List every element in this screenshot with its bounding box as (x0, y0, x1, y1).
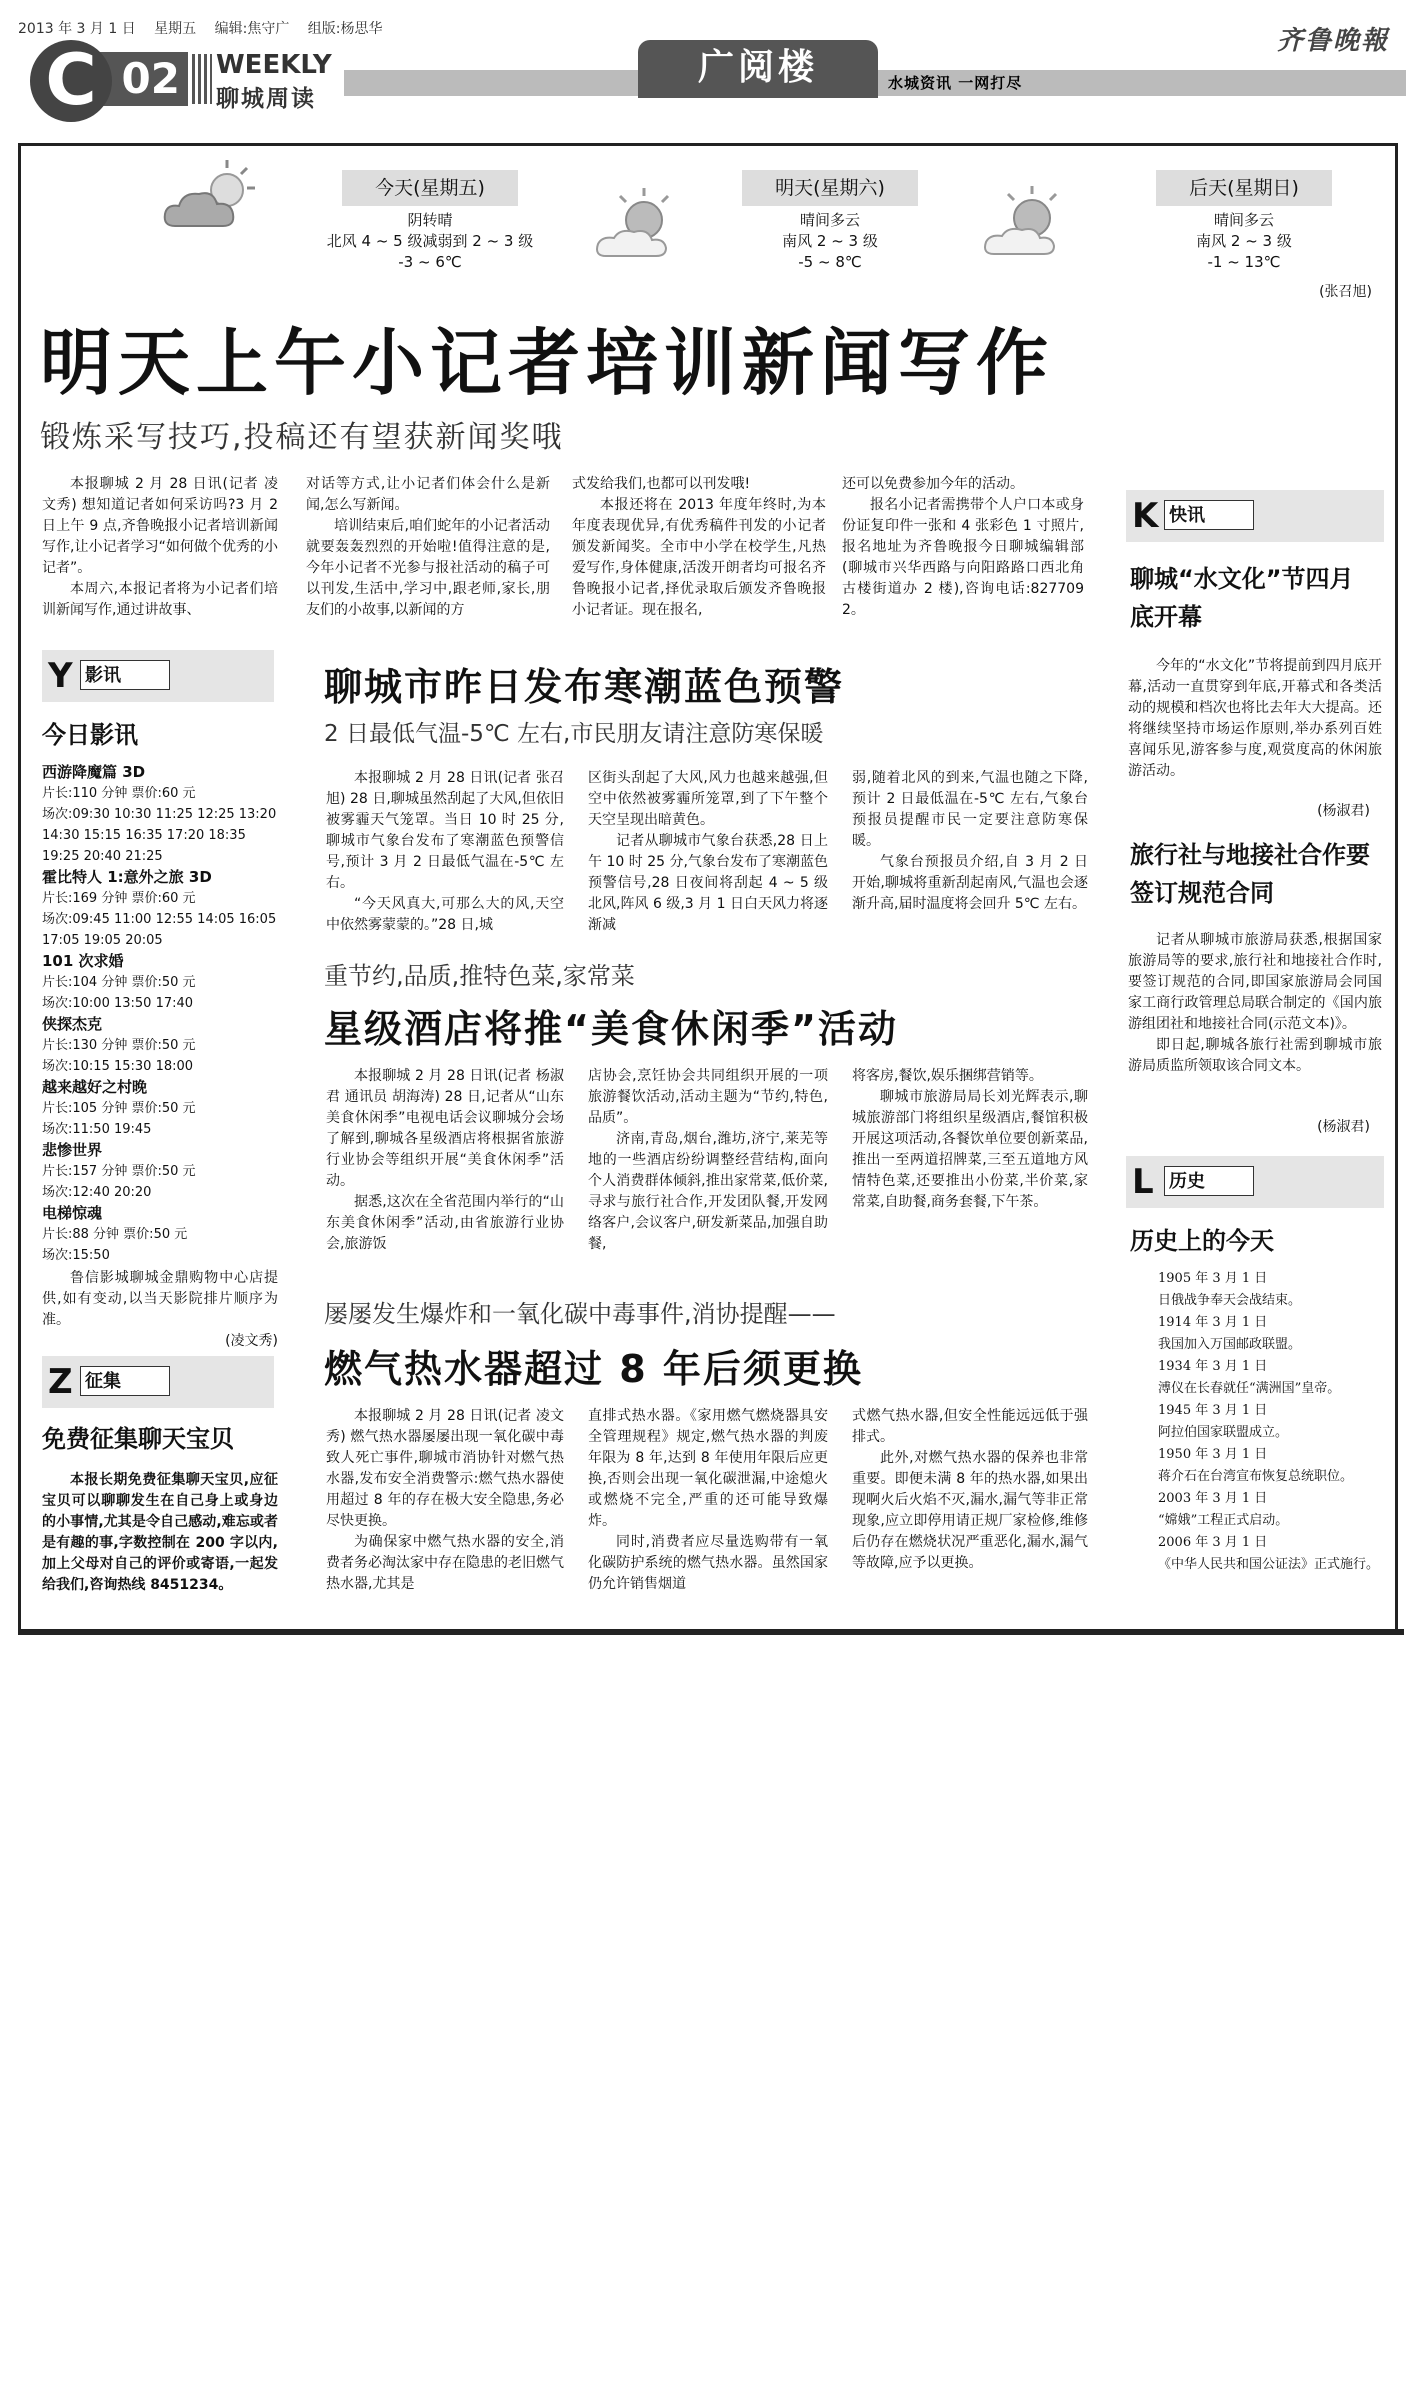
hotel-kicker: 重节约,品质,推特色菜,家常菜 (324, 962, 635, 990)
paragraph: 据悉,这次在全省范围内举行的“山东美食休闲季”活动,由省旅游行业协会,旅游饭 (326, 1194, 564, 1252)
film-info: 片长:105 分钟 票价:50 元 (42, 1101, 196, 1116)
weather-day-today (312, 210, 548, 273)
film-info: 片长:110 分钟 票价:60 元 (42, 786, 196, 801)
box-label: 征集 (80, 1366, 170, 1396)
heater-column (326, 1406, 564, 1618)
hotel-column (326, 1066, 564, 1276)
weather-day-tomorrow (712, 210, 948, 273)
paragraph: 式发给我们,也都可以刊发哦! (572, 476, 751, 492)
weather-icon-today (155, 160, 265, 240)
history-event: 日俄战争奉天会战结束。 (1158, 1293, 1302, 1308)
zhengji-title: 免费征集聊天宝贝 (42, 1425, 234, 1453)
weather-wind: 南风 2 ~ 3 级 (782, 232, 878, 250)
weather-day-label: 明天(星期六) (742, 170, 918, 206)
paragraph: 本周六,本报记者将为小记者们培训新闻写作,通过讲故事、 (42, 581, 278, 618)
history-date: 1905 年 3 月 1 日 (1158, 1271, 1268, 1286)
paragraph: 气象台预报员介绍,自 3 月 2 日开始,聊城将重新刮起南风,气温也会逐渐升高,届时温度将会回升 5℃ 左右。 (852, 854, 1088, 912)
weather-temp: -5 ~ 8℃ (798, 253, 862, 271)
paragraph: 还可以免费参加今年的活动。 (842, 476, 1024, 492)
weekly-label: WEEKLY (216, 50, 332, 80)
weather-condition: 阴转晴 (407, 211, 453, 229)
film-times: 场次:10:15 15:30 18:00 (42, 1059, 194, 1074)
weather-day-dayafter (1126, 210, 1362, 273)
history-event: “嫦娥”工程正式启动。 (1158, 1513, 1289, 1528)
hotel-column (852, 1066, 1088, 1276)
paragraph: 聊城市旅游局局长刘光辉表示,聊城旅游部门将组织星级酒店,餐馆积极开展这项活动,各餐饮单位要创新菜品,推出一至两道招牌菜,三至五道地方风情特色菜,还要推出小份菜,半价菜,家常菜,自助餐,商务套餐,下午茶。 (852, 1089, 1088, 1210)
sun-cloud-icon (592, 192, 702, 272)
lead-column (572, 474, 826, 642)
zhengji-box-head (42, 1356, 274, 1408)
editor-credit: 编辑:焦守广 (214, 21, 290, 37)
lead-column (42, 474, 278, 642)
weather-wind: 南风 2 ~ 3 级 (1196, 232, 1292, 250)
paragraph: 本报聊城 2 月 28 日讯(记者 张召旭) 28 日,聊城虽然刮起了大风,但依旧被雾霾天气笼罩。当日 10 时 25 分,聊城市气象台发布了寒潮蓝色预警信号,预计 3 月 2 日最低气温在-5℃ 左右。 (326, 770, 564, 891)
history-event: 蒋介石在台湾宣布恢复总统职位。 (1158, 1469, 1354, 1484)
kuaixun-box-head (1126, 490, 1384, 542)
film-times: 场次:10:00 13:50 17:40 (42, 996, 194, 1011)
film-footer (42, 1268, 278, 1331)
coldwave-column (326, 768, 564, 936)
paragraph: 此外,对燃气热水器的保养也非常重要。即便未满 8 年的热水器,如果出现啊火后火焰不灭,漏水,漏气等非正常现象,应立即停用请正规厂家检修,维修后仍存在燃烧状况严重恶化,漏水,漏气等故障,应予以更换。 (852, 1450, 1088, 1571)
paragraph: 店协会,烹饪协会共同组织开展的一项旅游餐饮活动,活动主题为“节约,特色,品质”。 (588, 1068, 828, 1126)
lead-headline: 明天上午小记者培训新闻写作 (40, 321, 1055, 405)
paragraph: 本报还将在 2013 年度年终时,为本年度表现优异,有优秀稿件刊发的小记者颁发新闻奖。全市中小学在校学生,凡热爱写作,身体健康,活泼开朗者均可报名齐鲁晚报小记者,择优录取后颁发齐鲁晚报小记者证。现在报名, (572, 497, 826, 618)
weather-temp: -3 ~ 6℃ (398, 253, 462, 271)
paragraph: 培训结束后,咱们蛇年的小记者活动就要轰轰烈烈的开始啦!值得注意的是,今年小记者不光参与报社活动的稿子可以刊发,生活中,学习中,跟老师,家长,朋友们的小故事,以新闻的方 (306, 518, 550, 618)
history-date: 1914 年 3 月 1 日 (1158, 1315, 1268, 1330)
history-list (1128, 1268, 1384, 1624)
paragraph: 本报长期免费征集聊天宝贝,应征宝贝可以聊聊发生在自己身上或身边的小事情,尤其是令自己感动,难忘或者是有趣的事,字数控制在 200 字以内,加上父母对自己的评价或寄语,一起发给我们,咨询热线 8451234。 (42, 1472, 278, 1593)
heater-column (588, 1406, 828, 1618)
kuaixun-body-2 (1128, 930, 1382, 1110)
hotel-column (588, 1066, 828, 1276)
history-event: 溥仪在长春就任“满洲国”皇帝。 (1158, 1381, 1341, 1396)
weather-wind: 北风 4 ~ 5 级减弱到 2 ~ 3 级 (326, 232, 534, 250)
layout-credit: 组版:杨思华 (307, 21, 383, 37)
paragraph: 报名小记者需携带个人户口本或身份证复印件一张和 4 张彩色 1 寸照片,报名地址为齐鲁晚报今日聊城编辑部(聊城市兴华西路与向阳路路口西北角古楼街道办 2 楼),咨询电话:8277092。 (842, 497, 1084, 618)
paragraph: 同时,消费者应尽量选购带有一氧化碳防护系统的燃气热水器。虽然国家仍允许销售烟道 (588, 1534, 828, 1592)
history-date: 1934 年 3 月 1 日 (1158, 1359, 1268, 1374)
paragraph: 本报聊城 2 月 28 日讯(记者 凌文秀) 燃气热水器屡屡出现一氧化碳中毒致人死亡事件,聊城市消协针对燃气热水器,发布安全消费警示:燃气热水器使用超过 8 年的存在极大安全隐患,务必尽快更换。 (326, 1408, 564, 1529)
history-date: 2003 年 3 月 1 日 (1158, 1491, 1268, 1506)
film-name: 西游降魔篇 3D (42, 763, 146, 781)
film-list (42, 762, 278, 1349)
history-date: 1945 年 3 月 1 日 (1158, 1403, 1268, 1418)
kuaixun-credit-1: (杨淑君) (1317, 803, 1370, 819)
film-info: 片长:88 分钟 票价:50 元 (42, 1227, 188, 1242)
film-box-head (42, 650, 274, 702)
kuaixun-title-1: 聊城“水文化”节四月底开幕 (1130, 565, 1354, 631)
paragraph: 直排式热水器。《家用燃气燃烧器具安全管理规程》规定,燃气热水器的判废年限为 8 年,达到 8 年使用年限后应更换,否则会出现一氧化碳泄漏,中途熄火或燃烧不完全,严重的还可能导致爆炸。 (588, 1408, 828, 1529)
paragraph: 今年的“水文化”节将提前到四月底开幕,活动一直贯穿到年底,开幕式和各类活动的规模和档次也将比去年大大提高。还将继续坚持市场运作原则,举办系列百姓喜闻乐见,游客参与度,观赏度高的休闲旅游活动。 (1128, 658, 1382, 779)
paragraph: 对话等方式,让小记者们体会什么是新闻,怎么写新闻。 (306, 476, 550, 513)
paragraph: 弱,随着北风的到来,气温也随之下降,预计 2 日最低温在-5℃ 左右,气象台预报员提醒市民一定要注意防寒保暖。 (852, 770, 1088, 849)
box-label: 快讯 (1164, 500, 1254, 530)
kuaixun-body-1 (1128, 656, 1382, 796)
paragraph: 本报聊城 2 月 28 日讯(记者 杨淑君 通讯员 胡海涛) 28 日,记者从“山东美食休闲季”电视电话会议聊城分会场了解到,聊城各星级酒店将根据省旅游行业协会等组织开展“美食休闲季”活动。 (326, 1068, 564, 1189)
box-letter: L (1132, 1162, 1154, 1202)
film-times: 场次:11:50 19:45 (42, 1122, 152, 1137)
paragraph: 记者从聊城市气象台获悉,28 日上午 10 时 25 分,气象台发布了寒潮蓝色预警信号,28 日夜间将刮起 4 ~ 5 级北风,阵风 6 级,3 月 1 日白天风力将逐渐减 (588, 833, 828, 933)
coldwave-column (852, 768, 1088, 936)
film-credit: (凌文秀) (225, 1333, 278, 1349)
history-event: 《中华人民共和国公证法》正式施行。 (1158, 1557, 1380, 1572)
weather-credit: (张召旭) (1319, 284, 1372, 300)
history-box-head (1126, 1156, 1384, 1208)
section-subtitle: 水城资讯 一网打尽 (888, 74, 1023, 92)
page-letter-badge: C (30, 40, 112, 122)
box-label: 历史 (1164, 1166, 1254, 1196)
film-name: 霍比特人 1:意外之旅 3D (42, 868, 212, 886)
film-times: 场次:09:45 11:00 12:55 14:05 16:05 17:05 19:05 20:05 (42, 912, 277, 948)
box-label: 影讯 (80, 660, 170, 690)
paragraph: 记者从聊城市旅游局获悉,根据国家旅游局等的要求,旅行社和地接社合作时,要签订规范的合同,即国家旅游局会同国家工商行政管理总局联合制定的《国内旅游组团社和地接社合同(示范文本)》。 (1128, 932, 1382, 1032)
lead-column (306, 474, 550, 642)
paragraph: 济南,青岛,烟台,潍坊,济宁,莱芜等地的一些酒店纷纷调整经营结构,面向个人消费群体倾斜,推出家常菜,低价菜,寻求与旅行社合作,开发团队餐,开发网络客户,会议客户,研发新菜品,加强自助餐, (588, 1131, 828, 1252)
box-letter: Y (48, 656, 73, 696)
issue-date: 2013 年 3 月 1 日 (18, 21, 136, 37)
weather-day-label: 今天(星期五) (342, 170, 518, 206)
heater-headline: 燃气热水器超过 8 年后须更换 (324, 1347, 863, 1391)
film-name: 侠探杰克 (42, 1015, 103, 1033)
heater-kicker: 屡屡发生爆炸和一氧化碳中毒事件,消协提醒—— (324, 1300, 836, 1328)
issue-weekday: 星期五 (154, 21, 197, 37)
paragraph: 本报聊城 2 月 28 日讯(记者 凌文秀) 想知道记者如何采访吗?3 月 2 日上午 9 点,齐鲁晚报小记者培训新闻写作,让小记者学习“如何做个优秀的小记者”。 (42, 476, 278, 576)
film-title: 今日影讯 (42, 721, 138, 749)
frame-bottom-rule (18, 1629, 1404, 1635)
box-letter: K (1132, 496, 1159, 536)
film-name: 越来越好之村晚 (42, 1078, 148, 1096)
paragraph: 即日起,聊城各旅行社需到聊城市旅游局质监所领取该合同文本。 (1128, 1037, 1382, 1074)
weather-temp: -1 ~ 13℃ (1207, 253, 1281, 271)
paragraph: 将客房,餐饮,娱乐捆绑营销等。 (852, 1068, 1043, 1084)
kuaixun-title-2: 旅行社与地接社合作要签订规范合同 (1130, 841, 1370, 907)
sun-cloud-icon (980, 190, 1090, 270)
cloud-sun-icon (155, 160, 265, 240)
heater-column (852, 1406, 1088, 1618)
lead-column (842, 474, 1084, 642)
history-date: 1950 年 3 月 1 日 (1158, 1447, 1268, 1462)
kuaixun-credit-2: (杨淑君) (1317, 1119, 1370, 1135)
page-number: 02 (88, 52, 188, 106)
header-meta (18, 18, 397, 38)
film-info: 片长:104 分钟 票价:50 元 (42, 975, 196, 990)
lead-deck: 锻炼采写技巧,投稿还有望获新闻奖哦 (40, 420, 564, 455)
weather-condition: 晴间多云 (1213, 211, 1274, 229)
section-title: 广阅楼 (638, 40, 878, 98)
logo-stripes (192, 54, 212, 104)
film-info: 片长:169 分钟 票价:60 元 (42, 891, 196, 906)
box-letter: Z (48, 1362, 73, 1402)
history-title: 历史上的今天 (1130, 1227, 1274, 1255)
paragraph: 鲁信影城聊城金鼎购物中心店提供,如有变动,以当天影院排片顺序为准。 (42, 1270, 278, 1328)
paragraph: 为确保家中燃气热水器的安全,消费者务必淘汰家中存在隐患的老旧燃气热水器,尤其是 (326, 1534, 564, 1592)
film-name: 悲惨世界 (42, 1141, 103, 1159)
zhengji-body (42, 1470, 278, 1620)
weather-icon-dayafter (980, 190, 1090, 270)
film-name: 101 次求婚 (42, 952, 124, 970)
coldwave-column (588, 768, 828, 936)
weather-condition: 晴间多云 (799, 211, 860, 229)
film-times: 场次:09:30 10:30 11:25 12:25 13:20 14:30 15:15 16:35 17:20 18:35 19:25 20:40 21:25 (42, 807, 277, 864)
film-name: 电梯惊魂 (42, 1204, 103, 1222)
history-date: 2006 年 3 月 1 日 (1158, 1535, 1268, 1550)
history-event: 阿拉伯国家联盟成立。 (1158, 1425, 1289, 1440)
weekly-cn-label: 聊城周读 (216, 86, 316, 112)
film-info: 片长:157 分钟 票价:50 元 (42, 1164, 196, 1179)
coldwave-deck: 2 日最低气温-5℃ 左右,市民朋友请注意防寒保暖 (324, 721, 824, 747)
paragraph: “今天风真大,可那么大的风,天空中依然雾蒙蒙的。”28 日,城 (326, 896, 564, 933)
coldwave-headline: 聊城市昨日发布寒潮蓝色预警 (324, 665, 845, 709)
paragraph: 区街头刮起了大风,风力也越来越强,但空中依然被雾霾所笼罩,到了下午整个天空呈现出暗黄色。 (588, 770, 828, 828)
hotel-headline: 星级酒店将推“美食休闲季”活动 (324, 1007, 898, 1051)
film-times: 场次:15:50 (42, 1248, 110, 1263)
history-event: 我国加入万国邮政联盟。 (1158, 1337, 1302, 1352)
weather-day-label: 后天(星期日) (1156, 170, 1332, 206)
paragraph: 式燃气热水器,但安全性能远远低于强排式。 (852, 1408, 1088, 1445)
film-times: 场次:12:40 20:20 (42, 1185, 152, 1200)
weather-icon-tomorrow (592, 192, 702, 272)
newspaper-brand: 齐鲁晚報 (1276, 26, 1389, 56)
film-info: 片长:130 分钟 票价:50 元 (42, 1038, 196, 1053)
